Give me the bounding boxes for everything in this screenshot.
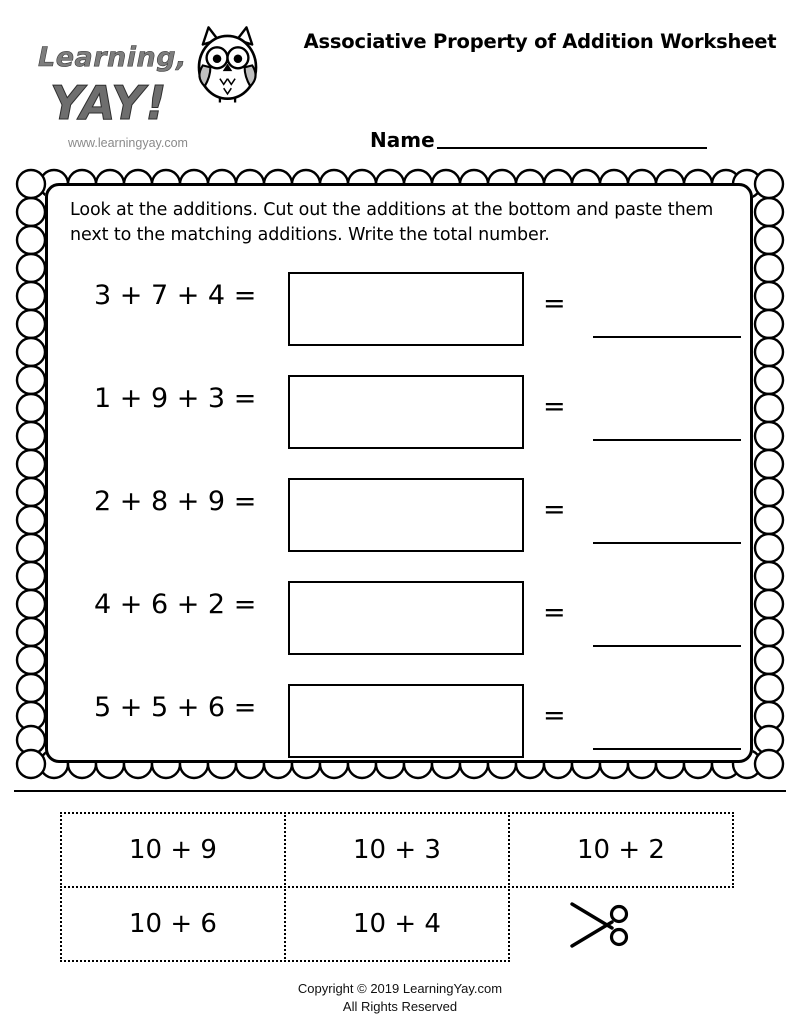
problem-list bbox=[48, 258, 756, 773]
problem-expression: 4 + 6 + 2 = bbox=[94, 589, 257, 620]
answer-line[interactable] bbox=[593, 542, 741, 544]
cutout-tile[interactable]: 10 + 3 bbox=[284, 812, 510, 888]
cutout-tile[interactable]: 10 + 6 bbox=[60, 886, 286, 962]
paste-area-box[interactable] bbox=[288, 478, 524, 552]
paste-area-box[interactable] bbox=[288, 375, 524, 449]
equals-sign: = bbox=[543, 700, 566, 731]
owl-mascot-icon bbox=[180, 16, 275, 111]
problem-row bbox=[48, 567, 756, 670]
equals-sign: = bbox=[543, 494, 566, 525]
worksheet-panel bbox=[14, 168, 786, 782]
page-header bbox=[0, 0, 800, 165]
problem-row bbox=[48, 361, 756, 464]
answer-line[interactable] bbox=[593, 645, 741, 647]
name-input-line[interactable] bbox=[437, 129, 707, 149]
answer-line[interactable] bbox=[593, 336, 741, 338]
name-field-row bbox=[370, 128, 750, 152]
instructions-text: Look at the additions. Cut out the additions at the bottom and paste them next to the matching additions. Write the total number. bbox=[70, 200, 714, 245]
section-divider bbox=[14, 790, 786, 792]
cutout-grid bbox=[60, 812, 740, 964]
footer bbox=[0, 980, 800, 1015]
problem-row bbox=[48, 258, 756, 361]
logo-text-learning: Learning, bbox=[38, 42, 187, 73]
page-title: Associative Property of Addition Worksheet bbox=[303, 30, 777, 53]
problem-expression: 2 + 8 + 9 = bbox=[94, 486, 257, 517]
paste-area-box[interactable] bbox=[288, 684, 524, 758]
site-logo bbox=[28, 14, 288, 159]
equals-sign: = bbox=[543, 597, 566, 628]
cutout-tile[interactable]: 10 + 4 bbox=[284, 886, 510, 962]
problem-row bbox=[48, 464, 756, 567]
rights-line: All Rights Reserved bbox=[342, 998, 458, 1014]
problem-expression: 3 + 7 + 4 = bbox=[94, 280, 257, 311]
problem-expression: 1 + 9 + 3 = bbox=[94, 383, 257, 414]
equals-sign: = bbox=[543, 391, 566, 422]
equals-sign: = bbox=[543, 288, 566, 319]
logo-text-yay: YAY! bbox=[50, 76, 168, 130]
copyright-line: Copyright © 2019 LearningYay.com bbox=[297, 981, 503, 996]
scissors-icon bbox=[568, 898, 632, 952]
worksheet-inner-box bbox=[45, 183, 753, 763]
problem-expression: 5 + 5 + 6 = bbox=[94, 692, 257, 723]
paste-area-box[interactable] bbox=[288, 581, 524, 655]
answer-line[interactable] bbox=[593, 748, 741, 750]
problem-row bbox=[48, 670, 756, 773]
name-label: Name bbox=[370, 128, 435, 152]
cutout-tile[interactable]: 10 + 9 bbox=[60, 812, 286, 888]
answer-line[interactable] bbox=[593, 439, 741, 441]
paste-area-box[interactable] bbox=[288, 272, 524, 346]
cutout-tile[interactable]: 10 + 2 bbox=[508, 812, 734, 888]
logo-url: www.learningyay.com bbox=[68, 136, 188, 150]
